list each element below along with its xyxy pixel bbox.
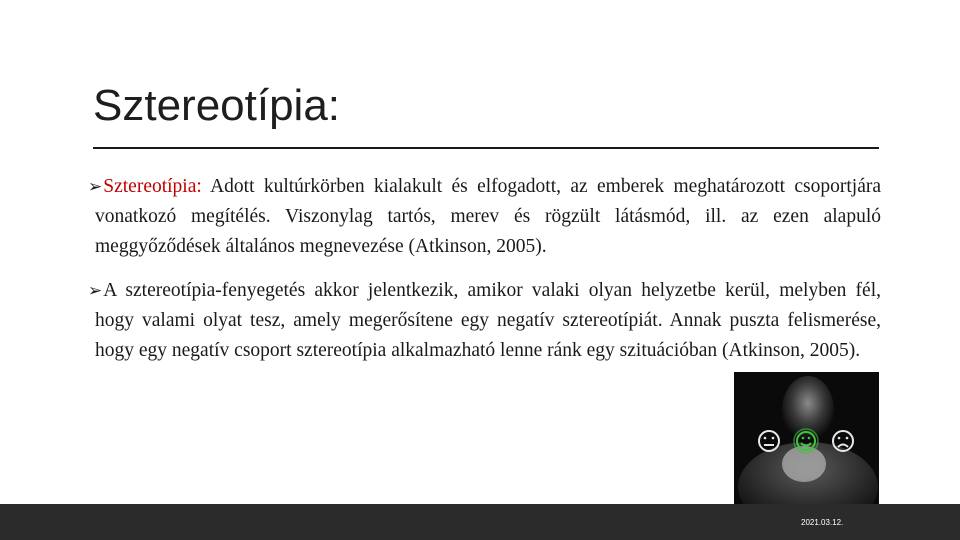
- bullet-text: Adott kultúrkörben kialakult és elfogadott, az emberek meghatározott csoportjára vonatkozó megítélés. Viszonylag tartós, merev és rögzült látásmód, ill. az ezen alapuló meggyőződések általános megnevezése (Atkinson, 2005).: [95, 176, 881, 257]
- arrow-bullet-icon: ➢: [88, 281, 103, 301]
- arrow-bullet-icon: ➢: [88, 177, 103, 197]
- title-divider: [93, 147, 879, 149]
- bullet-term: Sztereotípia:: [103, 176, 202, 197]
- bullet-definition: [88, 172, 881, 262]
- face-rating-illustration: [734, 372, 879, 508]
- slide-title: Sztereotípia:: [93, 81, 341, 130]
- photo-face-rating: [734, 372, 879, 508]
- bullet-threat: [88, 276, 881, 366]
- person-head: [782, 376, 834, 444]
- footer-date: 2021.03.12.: [801, 518, 844, 527]
- bullet-text: A sztereotípia-fenyegetés akkor jelentkezik, amikor valaki olyan helyzetbe kerül, melyben fél, hogy valami olyat tesz, amely megerősítene egy negatív sztereotípiát. Annak puszta felismerése, hogy egy negatív csoport sztereotípia alkalmazható lenne ránk egy szituációban (Atkinson, 2005).: [95, 280, 881, 361]
- pointing-hand: [782, 446, 826, 482]
